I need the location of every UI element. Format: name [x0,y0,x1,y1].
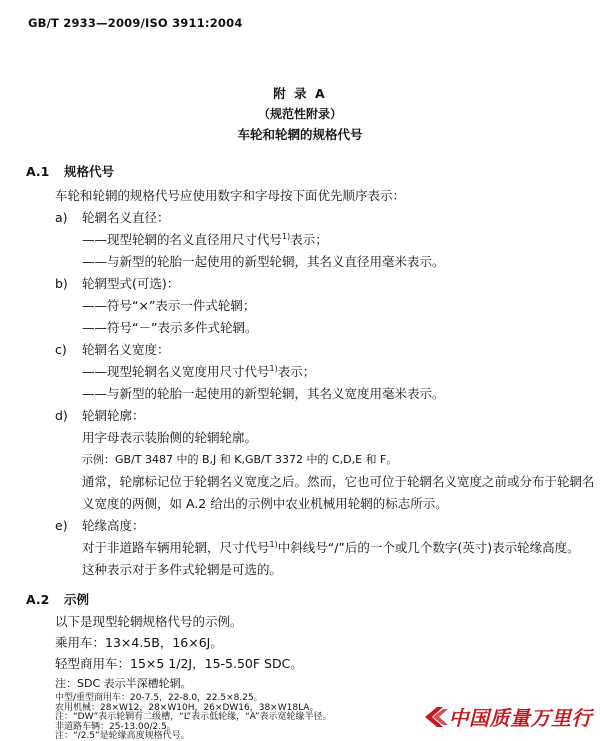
a2-intro: 以下是现型轮辋规格代号的示例。 [55,614,243,629]
line-text: 表示； [277,364,316,379]
item-a-line2: ——与新型的轮胎一起使用的新型轮辋，其名义直径用毫米表示。 [82,254,445,269]
item-c-line1 [82,362,315,380]
line-text: ——现型轮辋名义宽度用尺寸代号 [82,364,270,379]
section-title: 规格代号 [64,164,115,179]
watermark-text: 中国质量万里行 [448,706,592,730]
item-d-title [55,406,145,424]
item-label: b) [55,276,68,291]
example-agri: 农用机械：28×W12，28×W10H，26×DW16，38×W18LA。 [55,702,319,713]
item-title: 轮辋名义宽度： [82,342,170,357]
item-d-line2: 通常，轮廓标记位于轮辋名义宽度之后。然而，它也可位于轮辋名义宽度之前或分布于轮辋名 [82,474,595,489]
item-title: 轮辋名义直径： [82,210,170,225]
note-sdc: 注：SDC 表示半深槽轮辋。 [55,677,192,690]
item-d-example-note: 示例：GB/T 3487 中的 B,J 和 K,GB/T 3372 中的 C,D,E 和 F。 [82,453,398,466]
footnote-ref: 1) [269,363,278,373]
note-dw: 注：“DW”表示轮辋有二级槽，“L”表示低轮缘，“A”表示宽轮缘半径。 [55,712,332,722]
item-c-line2: ——与新型的轮胎一起使用的新型轮辋，其名义宽度用毫米表示。 [82,386,445,401]
item-title: 轮辋轮廓： [82,408,145,423]
footnote-ref: 1) [269,539,278,549]
a1-intro: 车轮和轮辋的规格代号应使用数字和字母按下面优先顺序表示： [55,188,406,203]
item-a-line1 [82,230,328,248]
logo-mark-icon [423,706,449,728]
item-d-line3: 义宽度的两侧，如 A.2 给出的示例中农业机械用轮辋的标志所示。 [82,496,448,511]
example-light-truck: 轻型商用车：15×5 1/2J，15-5.50F SDC。 [55,656,303,671]
watermark-logo [423,702,593,731]
section-number: A.1 [26,164,50,179]
item-a-title [55,208,170,226]
item-label: a) [55,210,68,225]
section-title: 示例 [64,592,90,607]
section-number: A.2 [26,592,50,607]
item-b-title [55,274,179,292]
item-b-line2: ——符号“－”表示多件式轮辋。 [82,320,258,335]
annex-heading: 车轮和轮辋的规格代号 [237,127,363,142]
item-e-title [55,516,145,534]
line-text: ——现型轮辋的名义直径用尺寸代号 [82,232,283,247]
note-flange: 注：“/2.5”是轮缘高度规格代号。 [55,731,190,741]
line-text: 中斜线号“/”后的一个或几个数字(英寸)表示轮缘高度。 [277,540,580,555]
section-a1-heading [26,162,114,180]
example-medium-truck: 中型/重型商用车：20-7.5，22-8.0，22.5×8.25。 [55,693,263,703]
item-e-line2: 这种表示对于多件式轮辋是可选的。 [82,562,283,577]
item-c-title [55,340,170,358]
section-a2-heading [26,590,89,608]
item-label: d) [55,408,68,423]
line-text: 表示； [290,232,328,247]
item-d-line1: 用字母表示装胎侧的轮辋轮廓。 [82,430,258,445]
annex-title: 附 录 A [273,86,327,101]
item-label: c) [55,342,67,357]
item-title: 轮缘高度： [82,518,145,533]
example-car: 乘用车：13×4.5B，16×6J。 [55,635,223,650]
footnote-ref: 1) [282,231,291,241]
item-label: e) [55,518,68,533]
item-title: 轮辋型式(可选)： [82,276,180,291]
item-e-line1 [82,538,580,556]
item-b-line1: ——符号“×”表示一件式轮辋； [82,298,256,313]
standard-header: GB/T 2933—2009/ISO 3911:2004 [28,16,243,30]
example-offroad: 非道路车辆：25-13.00/2.5。 [55,721,176,732]
annex-subtitle: （规范性附录） [257,107,342,121]
line-text: 对于非道路车辆用轮辋，尺寸代号 [82,540,270,555]
